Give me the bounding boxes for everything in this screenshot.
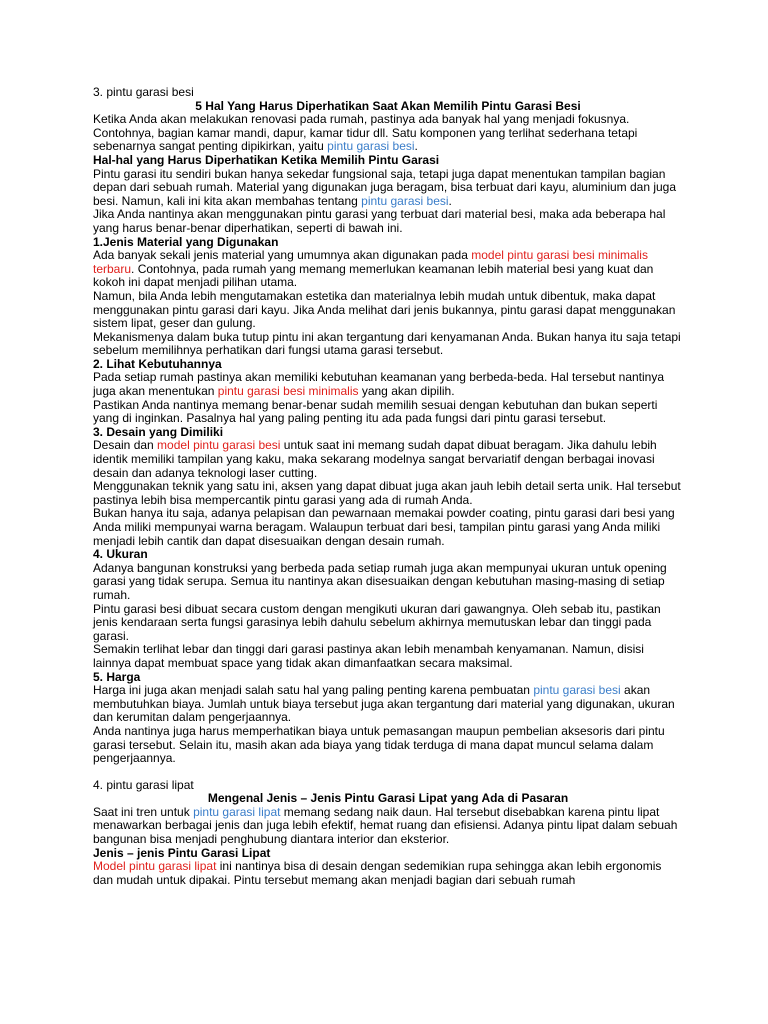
link-pintu-garasi-besi-minimalis[interactable]: pintu garasi besi minimalis bbox=[217, 384, 359, 399]
section-label-pintu-garasi-lipat: 4. pintu garasi lipat bbox=[93, 777, 194, 792]
link-pintu-garasi-besi[interactable]: pintu garasi besi bbox=[327, 139, 415, 154]
paragraph: Pastikan Anda nantinya memang benar-benar sudah memilih sesuai dengan kebutuhan dan bukan seperti yang di inginkan. Pasalnya hal yang paling penting itu ada pada fungsi dari pintu garasi tersebut. bbox=[93, 397, 658, 426]
paragraph: Semakin terlihat lebar dan tinggi dari garasi pastinya akan lebih menambah kenyamanan. Namun, disisi lainnya dapat membuat space yang tidak akan dimanfaatkan secara maksimal. bbox=[93, 642, 644, 670]
paragraph-intro bbox=[93, 113, 683, 154]
paragraph bbox=[93, 371, 683, 398]
paragraph-text: Desain dan bbox=[93, 438, 158, 453]
heading-lihat-kebutuhannya: 2. Lihat Kebutuhannya bbox=[93, 356, 222, 371]
paragraph-text: Pintu garasi itu sendiri bukan hanya sekedar fungsional saja, tetapi juga dapat menentukan tampilan bagian depan dari sebuah rumah. Material yang digunakan juga beragam, bisa terbuat dari kayu, aluminium dan juga besi. Namun, kali ini kita akan membahas tentang bbox=[93, 166, 677, 208]
paragraph-text: memang sedang naik daun. Hal tersebut disebabkan karena pintu lipat menawarkan berbagai jenis dan juga lebih efektif, hemat ruang dan efisiensi. Adanya pintu lipat dalam sebuah bangunan bisa menjadi penghubung diantara interior dan eksterior. bbox=[93, 804, 678, 847]
paragraph-text: ini nantinya bisa di desain dengan sedemikian rupa sehingga akan lebih ergonomis dan mudah untuk dipakai. Pintu tersebut memang akan menjadi bagian dari sebuah rumah bbox=[93, 859, 662, 887]
paragraph-text: akan membutuhkan biaya. Jumlah untuk biaya tersebut juga akan tergantung dari material yang digunakan, ukuran dan kerumitan dalam pengerjaannya. bbox=[93, 683, 675, 725]
link-pintu-garasi-lipat[interactable]: pintu garasi lipat bbox=[193, 804, 281, 819]
paragraph-text: Ada banyak sekali jenis material yang umumnya akan digunakan pada bbox=[93, 248, 472, 263]
link-model-pintu-garasi-besi[interactable]: model pintu garasi besi bbox=[157, 438, 281, 453]
paragraph-text: Saat ini tren untuk bbox=[93, 804, 194, 819]
paragraph-text: Harga ini juga akan menjadi salah satu hal yang paling penting karena pembuatan bbox=[93, 683, 534, 698]
article-title-2: Mengenal Jenis – Jenis Pintu Garasi Lipat yang Ada di Pasaran bbox=[207, 791, 569, 806]
paragraph bbox=[93, 860, 683, 887]
paragraph-text: Pada setiap rumah pastinya akan memiliki kebutuhan keamanan yang berbeda-beda. Hal tersebut nantinya juga akan menentukan bbox=[93, 370, 665, 399]
paragraph: Namun, bila Anda lebih mengutamakan estetika dan materialnya lebih mudah untuk dibentuk, maka dapat menggunakan pintu garasi dari kayu. Jika Anda melihat dari jenis bukannya, pintu garasi dapat menggunakan sistem lipat, geser dan gulung. bbox=[93, 288, 676, 331]
article-title-1: 5 Hal Yang Harus Diperhatikan Saat Akan Memilih Pintu Garasi Besi bbox=[195, 98, 581, 113]
link-pintu-garasi-besi[interactable]: pintu garasi besi bbox=[533, 683, 621, 698]
heading-desain: 3. Desain yang Dimiliki bbox=[93, 424, 224, 439]
paragraph-text: Ketika Anda akan melakukan renovasi pada rumah, pastinya ada banyak hal yang menjadi fokusnya. Contohnya, bagian kamar mandi, dapur, kamar tidur dll. Satu komponen yang terlihat sederhana tetapi sebenarnya sangat penting dipikirkan, yaitu bbox=[93, 112, 638, 154]
paragraph: Bukan hanya itu saja, adanya pelapisan dan pewarnaan memakai powder coating, pintu garasi dari besi yang Anda miliki mempunyai warna beragam. Walaupun terbuat dari besi, tampilan pintu garasi yang Anda miliki menjadi lebih cantik dan dapat disesuaikan dengan desain rumah. bbox=[93, 506, 675, 548]
paragraph: Jika Anda nantinya akan menggunakan pintu garasi yang terbuat dari material besi, maka ada beberapa hal yang harus benar-benar diperhatikan, seperti di bawah ini. bbox=[93, 207, 666, 235]
paragraph-text: . bbox=[448, 193, 452, 208]
paragraph-text: . Contohnya, pada rumah yang memang memerlukan keamanan lebih material besi yang kuat dan kokoh ini dapat menjadi pilihan utama. bbox=[93, 261, 654, 290]
document-body bbox=[93, 86, 683, 887]
paragraph-text: untuk saat ini memang sudah dapat dibuat beragam. Jika dahulu lebih identik memiliki tampilan yang kaku, maka sekarang modelnya sangat bervariatif dengan berbagai inovasi desain dan adanya teknologi laser cutting. bbox=[93, 438, 657, 480]
paragraph-text: yang akan dipilih. bbox=[358, 384, 455, 399]
paragraph: Anda nantinya juga harus memperhatikan biaya untuk pemasangan maupun pembelian aksesoris dari pintu garasi tersebut. Selain itu, masih akan ada biaya yang tidak terduga di mana dapat muncul selama dalam pengerjaannya. bbox=[93, 723, 665, 766]
sub-heading: Hal-hal yang Harus Diperhatikan Ketika Memilih Pintu Garasi bbox=[93, 152, 440, 167]
paragraph bbox=[93, 249, 683, 290]
heading-jenis-pintu-garasi-lipat: Jenis – jenis Pintu Garasi Lipat bbox=[93, 845, 271, 860]
heading-jenis-material: 1.Jenis Material yang Digunakan bbox=[93, 234, 279, 249]
paragraph bbox=[93, 684, 683, 725]
heading-harga: 5. Harga bbox=[93, 669, 141, 684]
paragraph bbox=[93, 806, 683, 847]
paragraph: Menggunakan teknik yang satu ini, aksen yang dapat dibuat juga akan jauh lebih detail serta unik. Hal tersebut pastinya lebih bisa mempercantik pintu garasi yang ada di rumah Anda. bbox=[93, 479, 681, 507]
paragraph: Mekanismenya dalam buka tutup pintu ini akan tergantung dari kenyamanan Anda. Bukan hanya itu saja tetapi sebelum memilihnya perhatikan dari fungsi utama garasi tersebut. bbox=[93, 329, 681, 358]
link-model-pintu-garasi-besi-minimalis-terbaru[interactable]: model pintu garasi besi minimalis terbaru bbox=[93, 248, 648, 276]
heading-ukuran: 4. Ukuran bbox=[93, 547, 148, 562]
paragraph-material bbox=[93, 168, 683, 209]
paragraph bbox=[93, 439, 683, 480]
section-spacer bbox=[93, 766, 683, 779]
link-pintu-garasi-besi[interactable]: pintu garasi besi bbox=[361, 193, 449, 208]
paragraph: Pintu garasi besi dibuat secara custom dengan mengikuti ukuran dari gawangnya. Oleh sebab itu, pastikan jenis kendaraan serta fungsi garasinya lebih dahulu sebelum akhirnya memutuskan lebar dan tinggi pada garasi. bbox=[93, 601, 661, 643]
section-label-pintu-garasi-besi: 3. pintu garasi besi bbox=[93, 85, 194, 99]
paragraph: Adanya bangunan konstruksi yang berbeda pada setiap rumah juga akan mempunyai ukuran untuk opening garasi yang tidak serupa. Semua itu nantinya akan disesuaikan dengan kebutuhan masing-masing di setiap rumah. bbox=[93, 560, 667, 602]
link-model-pintu-garasi-lipat[interactable]: Model pintu garasi lipat bbox=[93, 859, 217, 874]
paragraph-text: . bbox=[414, 139, 418, 154]
